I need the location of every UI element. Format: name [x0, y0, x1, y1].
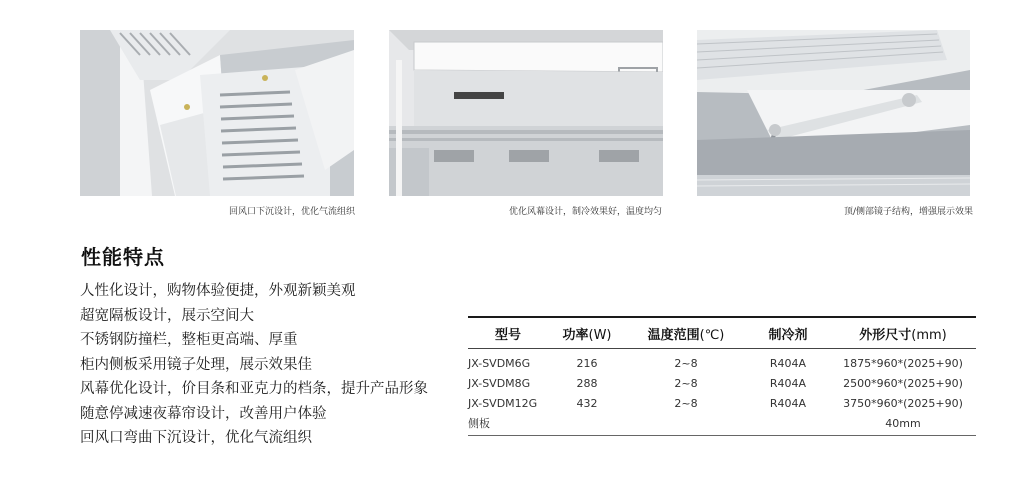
header-refrigerant: 制冷剂: [746, 317, 830, 349]
feature-item: 回风口弯曲下沉设计，优化气流组织: [80, 430, 312, 446]
features-list: [80, 279, 428, 451]
cell-refrigerant: R404A: [769, 376, 807, 390]
photo-mirror-structure: [697, 30, 970, 196]
header-dimensions: 外形尺寸(mm): [830, 317, 976, 349]
photo-caption: 顶/侧部镜子结构，增强展示效果: [844, 207, 974, 217]
photo-caption: 优化风幕设计，制冷效果好，温度均匀: [509, 207, 663, 217]
cell-power: 288: [576, 376, 598, 390]
cell-temperature: [626, 413, 746, 436]
cell-power: [548, 413, 626, 436]
header-model: 型号: [468, 317, 548, 349]
table-row: [468, 413, 976, 436]
cell-dimensions: 1875*960*(2025+90): [843, 356, 963, 370]
cell-temperature: 2~8: [674, 356, 698, 370]
feature-item: 人性化设计，购物体验便捷，外观新颖美观: [80, 283, 356, 299]
cell-model: JX-SVDM12G: [468, 396, 538, 410]
photo-air-curtain: [389, 30, 663, 196]
cell-power: 216: [576, 356, 598, 370]
feature-item: 风幕优化设计，价目条和亚克力的档条，提升产品形象: [80, 381, 428, 397]
cell-refrigerant: [746, 413, 830, 436]
cell-dimensions: 40mm: [830, 413, 976, 436]
feature-item: 不锈钢防撞栏，整柜更高端、厚重: [80, 332, 298, 348]
header-power: 功率(W): [548, 317, 626, 349]
spec-table-header: [468, 317, 976, 349]
cell-power: 432: [576, 396, 598, 410]
cell-model: 侧板: [468, 413, 548, 436]
cell-temperature: 2~8: [674, 396, 698, 410]
features-heading: 性能特点: [81, 245, 165, 269]
cell-model: JX-SVDM8G: [468, 376, 531, 390]
table-row: [468, 373, 976, 393]
feature-item: 随意停减速夜幕帘设计，改善用户体验: [80, 405, 327, 422]
cell-refrigerant: R404A: [769, 356, 807, 370]
photo-return-air-grille: [80, 30, 354, 196]
cell-model: JX-SVDM6G: [468, 356, 531, 370]
photo-caption: 回风口下沉设计，优化气流组织: [229, 207, 356, 217]
spec-table: [468, 316, 976, 436]
header-temperature-range: 温度范围(℃): [626, 317, 746, 349]
feature-item: 超宽隔板设计，展示空间大: [80, 307, 254, 324]
table-row: [468, 349, 976, 374]
cell-dimensions: 3750*960*(2025+90): [843, 396, 963, 410]
cell-temperature: 2~8: [674, 376, 698, 390]
cell-refrigerant: R404A: [769, 396, 807, 410]
table-row: [468, 393, 976, 413]
cell-dimensions: 2500*960*(2025+90): [843, 376, 963, 390]
feature-item: 柜内侧板采用镜子处理，展示效果佳: [80, 356, 312, 373]
